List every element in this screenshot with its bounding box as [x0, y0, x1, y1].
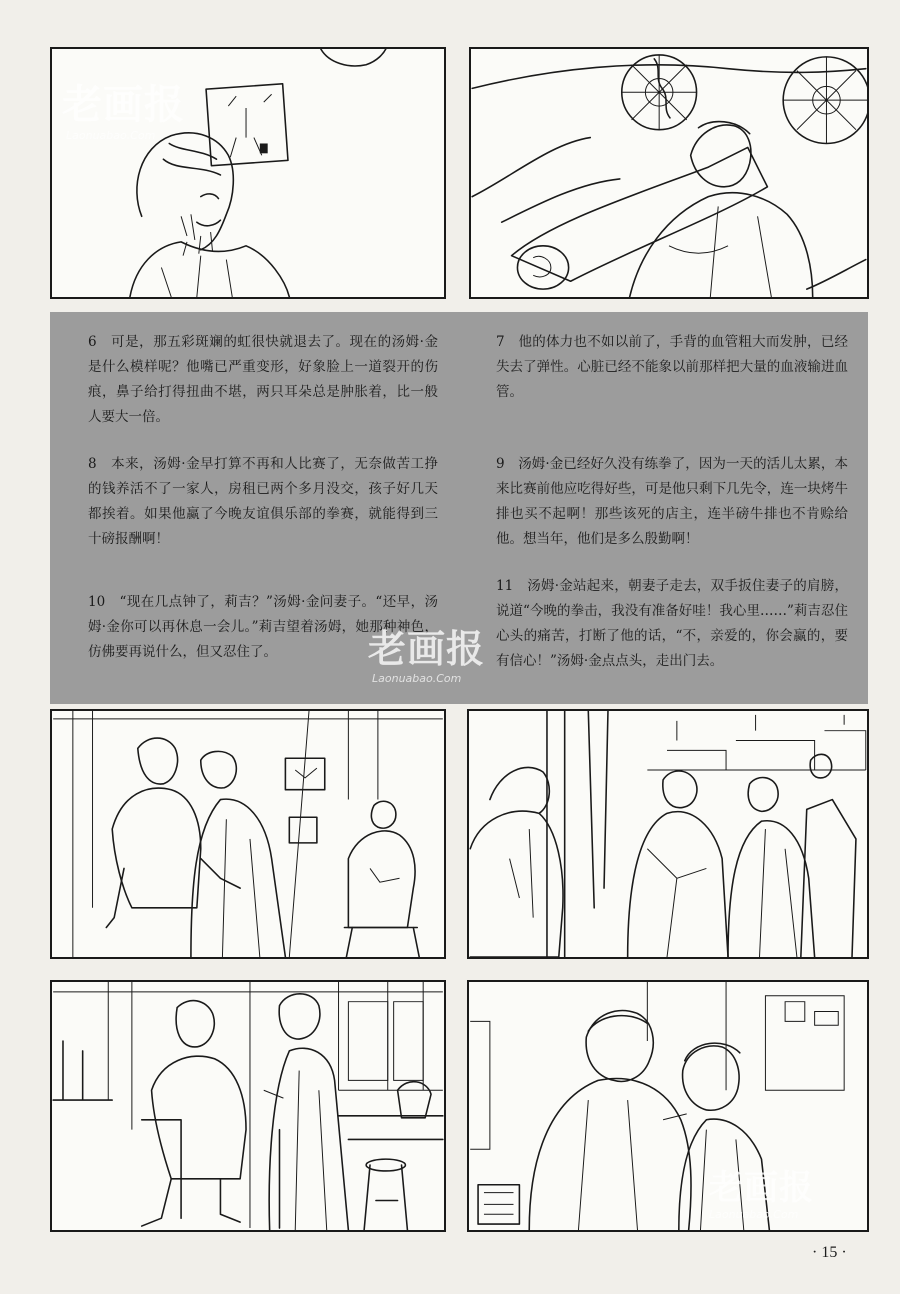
caption-paragraph-6: 6 可是，那五彩斑斓的虹很快就退去了。现在的汤姆·金是什么模样呢？他嘴已严重变形，好象脸上一道裂开的伤痕，鼻子给打得扭曲不堪，两只耳朵总是肿胀着，比一般人要大一倍。 — [88, 334, 438, 425]
page-number: · 15 · — [812, 1244, 847, 1261]
caption-paragraph-10: 10 “现在几点钟了，莉吉？”汤姆·金问妻子。“还早，汤姆·金你可以再休息一会儿。”莉吉望着汤姆，她那种神色，仿佛要再说什么，但又忍住了。 — [88, 594, 438, 660]
comic-panel-couple-room — [50, 709, 446, 959]
caption-paragraph-7: 7 他的体力也不如以前了，手背的血管粗大而发肿，已经失去了弹性。心脏已经不能象以前那样把大量的血液输进血管。 — [496, 334, 848, 400]
watermark-logo-center: 老画报 — [368, 627, 486, 671]
street-scene-drawing — [469, 711, 867, 957]
watermark-url-corner: Laonuabao.Com — [709, 1208, 799, 1221]
comic-panel-portrait — [50, 47, 446, 299]
worker-drawing — [471, 49, 867, 297]
watermark-logo: 老画报 — [62, 82, 185, 128]
caption-paragraph-8: 8 本来，汤姆·金早打算不再和人比赛了，无奈做苦工挣的钱养活不了一家人，房租已两个多月没交，孩子好几天都挨着。如果他赢了今晚友谊俱乐部的拳赛，就能得到三十磅报酬啊！ — [88, 456, 438, 547]
seated-man-drawing — [52, 982, 444, 1230]
caption-text-block — [50, 312, 868, 704]
watermark-url: Laonuabao.Com — [66, 129, 156, 142]
watermark-url-center: Laonuabao.Com — [372, 672, 462, 685]
watermark-logo-corner: 老画报 — [709, 1168, 814, 1208]
comic-panel-log — [469, 47, 869, 299]
comic-panel-embrace — [467, 980, 869, 1232]
caption-paragraph-11: 11 汤姆·金站起来，朝妻子走去，双手扳住妻子的肩膀，说道“今晚的拳击，我没有准备好哇！我心里……”莉吉忍住心头的痛苦，打断了他的话，“不，亲爱的，你会赢的，要有信心！”汤姆·金点点头，走出门去。 — [496, 578, 848, 669]
comic-panel-street — [467, 709, 869, 959]
comic-panel-seated-man — [50, 980, 446, 1232]
caption-paragraph-9: 9 汤姆·金已经好久没有练拳了，因为一天的活儿太累，本来比赛前他应吃得好些，可是他只剩下几先令，连一块烤牛排也买不起啊！那些该死的店主，连半磅牛排也不肯赊给他。想当年，他们是多么殷勤啊！ — [496, 456, 848, 547]
couple-room-drawing — [52, 711, 444, 957]
